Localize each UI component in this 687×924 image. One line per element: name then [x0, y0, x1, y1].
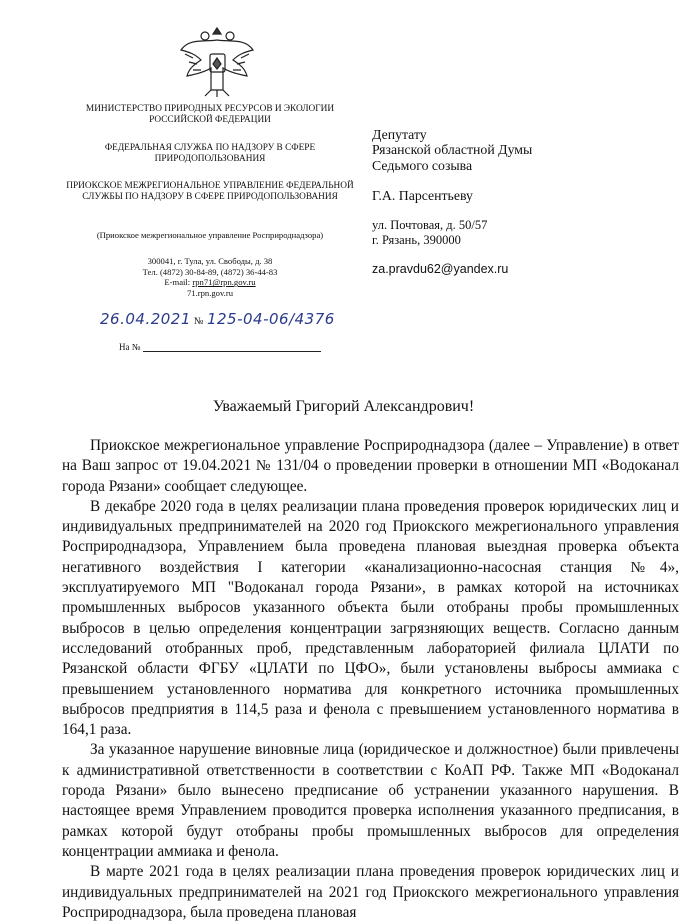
salutation: Уважаемый Григорий Александрович!	[212, 398, 475, 415]
addressee-post-line3: Седьмого созыва	[372, 158, 473, 173]
office-short-name: (Приокское межрегиональное управление Росприроднадзора)	[96, 230, 324, 240]
registration-date: 26.04.2021	[100, 310, 191, 328]
ministry-name: МИНИСТЕРСТВО ПРИРОДНЫХ РЕСУРСОВ И ЭКОЛОГИИ РОССИЙСКОЙ ФЕДЕРАЦИИ	[85, 104, 335, 126]
sender-website[interactable]: 71.rpn.gov.ru	[187, 287, 233, 298]
addressee-post-line2: Рязанской областной Думы	[372, 142, 533, 157]
addressee-address-line2: г. Рязань, 390000	[372, 233, 461, 247]
in-reply-label: На №	[119, 342, 141, 352]
paragraph: Приокское межрегиональное управление Росприроднадзора (далее – Управление) в ответ на Ваш запрос от 19.04.2021 № 131/04 о проведении проверки в отношении МП «Водоканал города Рязани» сообщает следующее.	[62, 437, 679, 495]
coat-of-arms-icon	[175, 20, 260, 100]
number-sign: №	[193, 316, 204, 327]
paragraph: За указанное нарушение виновные лица (юридическое и должностное) были привлечены к административной ответственности в соответствии с КоАП РФ. Также МП «Водоканал города Рязани» было вынесено предписание об устранении указанного нарушения. В настоящее время Управлением проводится проверка исполнения указанного предписания, в рамках которой будут отобраны пробы промышленных выбросов для определения концентрации аммиака и фенола.	[62, 741, 679, 860]
paragraph: В марте 2021 года в целях реализации плана проведения проверок юридических лиц и индивидуальных предпринимателей на 2021 год Приокского межрегионального управления Росприроднадзора, была проведена плановая	[62, 863, 679, 921]
registration-stamp	[100, 310, 335, 328]
office-name: ПРИОКСКОЕ МЕЖРЕГИОНАЛЬНОЕ УПРАВЛЕНИЕ ФЕДЕРАЛЬНОЙ СЛУЖБЫ ПО НАДЗОРУ В СФЕРЕ ПРИРОДОПОЛЬЗОВАНИЯ	[66, 181, 354, 203]
email-label: E-mail:	[164, 277, 191, 288]
addressee-name: Г.А. Парсентьеву	[372, 188, 473, 203]
sender-contacts	[60, 256, 360, 298]
service-name: ФЕДЕРАЛЬНАЯ СЛУЖБА ПО НАДЗОРУ В СФЕРЕ ПРИРОДОПОЛЬЗОВАНИЯ	[104, 143, 316, 165]
sender-phone: Тел. (4872) 30-84-89, (4872) 36-44-83	[142, 266, 278, 277]
registration-number: 125-04-06/4376	[206, 310, 335, 328]
email-link[interactable]: rpn71@rpn.gov.ru	[192, 277, 256, 288]
sender-email	[60, 277, 360, 288]
paragraph: В декабре 2020 года в целях реализации плана проведения проверок юридических лиц и индивидуальных предпринимателей на 2020 год Приокского межрегионального управления Росприроднадзора, Управлением была проведена плановая выездная проверка объекта негативного воздействия I категории «канализационно-насосная станция №4», эксплуатируемого МП "Водоканал города Рязани», в рамках которой на источниках промышленных выбросов указанного объекта были отобраны пробы промышленных выбросов в целью определения концентрации загрязняющих веществ. Согласно данным исследований отобранных проб, представленным лабораторией филиала ЦЛАТИ по Рязанской области ФГБУ «ЦЛАТИ по ЦФО», были установлены выбросы аммиака с превышением установленного норматива для конкретного источника промышленных выбросов предприятия в 114,5 раза и фенола с превышением установленного норматива в 164,1 раза.	[62, 497, 679, 739]
in-reply-line	[143, 342, 321, 352]
addressee-address-line1: ул. Почтовая, д. 50/57	[372, 218, 488, 232]
addressee-post-line1: Депутату	[372, 127, 427, 142]
addressee-email[interactable]: za.pravdu62@yandex.ru	[372, 262, 509, 276]
sender-address: 300041, г. Тула, ул. Свободы, д. 38	[147, 256, 273, 266]
in-reply-field	[119, 342, 321, 352]
letter-body	[62, 436, 679, 923]
